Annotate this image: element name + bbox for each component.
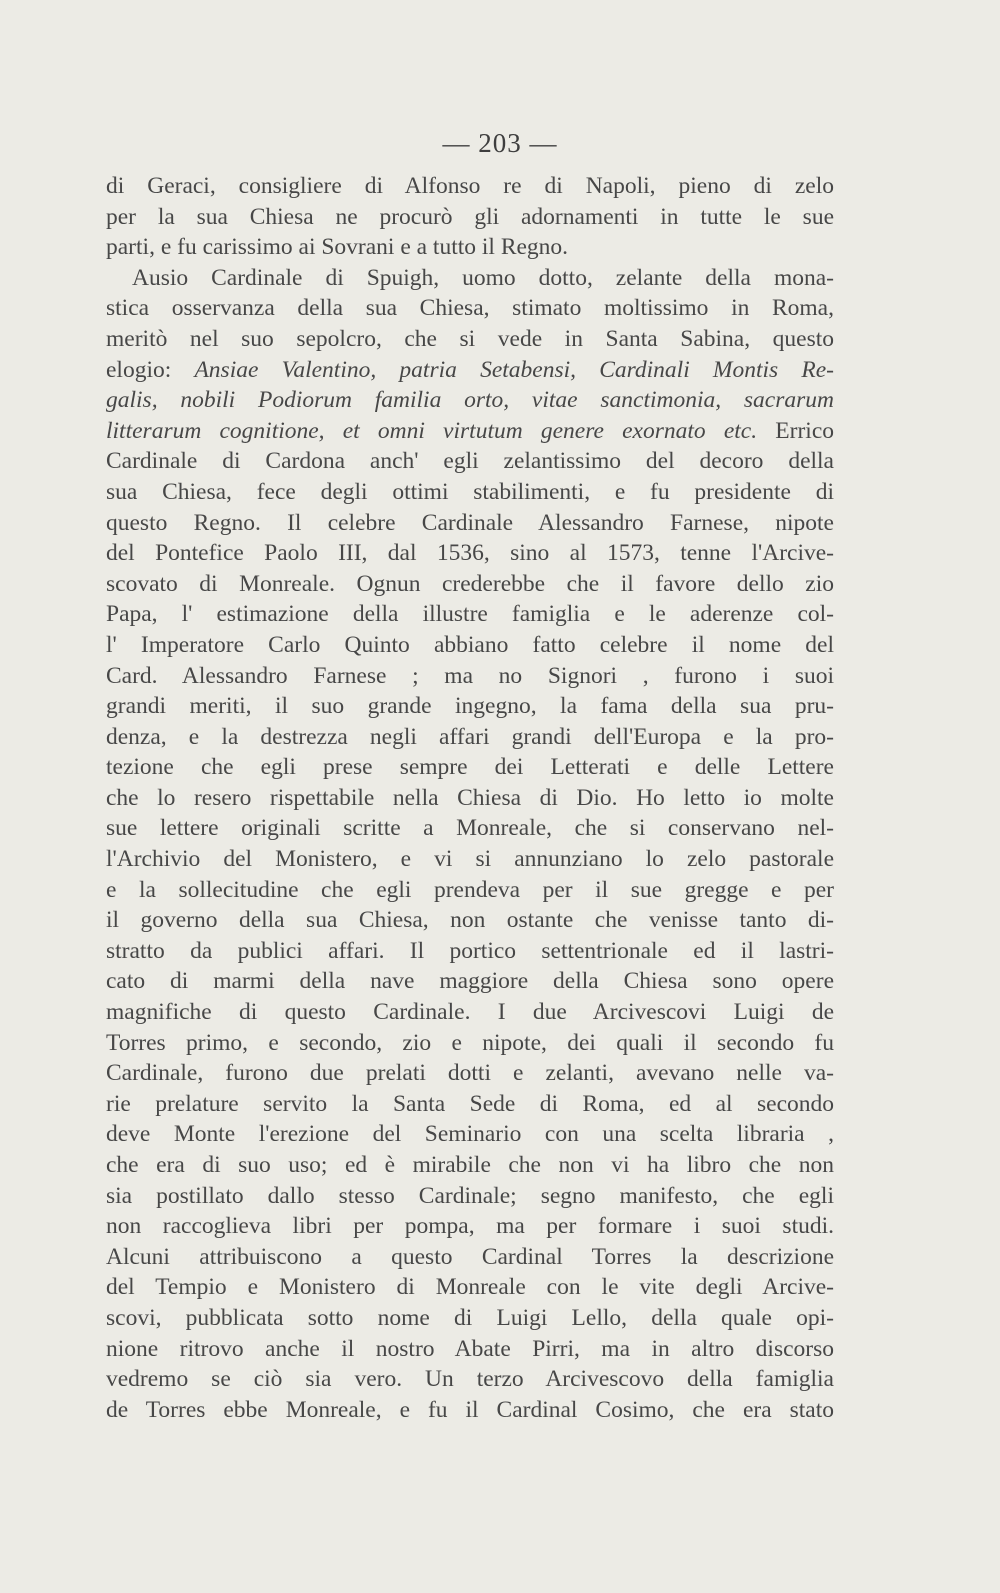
line-text: elogio:	[106, 356, 195, 383]
line-text: Cardinale, furono due prelati dotti e zelanti, avevano nelle va-	[106, 1060, 834, 1087]
text-line	[106, 385, 834, 416]
line-text: che era di suo uso; ed è mirabile che non vi ha libro che non	[106, 1152, 834, 1178]
line-text: stica osservanza della sua Chiesa, stimato moltissimo in Roma,	[106, 295, 834, 322]
line-text: Ausio Cardinale di Spuigh, uomo dotto, zelante della mona-	[132, 264, 834, 291]
text-line	[106, 1272, 834, 1303]
line-text: scovato di Monreale. Ognun crederebbe che il favore dello zio	[106, 570, 834, 597]
text-line	[106, 844, 834, 875]
line-text: Errico	[757, 417, 834, 444]
line-text: meritò nel suo sepolcro, che si vede in Santa Sabina, questo	[106, 325, 834, 352]
line-text: cato di marmi della nave maggiore della Chiesa sono opere	[106, 968, 834, 995]
body-text	[106, 171, 834, 1425]
text-line	[106, 538, 834, 569]
text-line	[106, 355, 834, 386]
line-text: tezione che egli prese sempre dei Letterati e delle Lettere	[106, 754, 834, 781]
text-line	[106, 630, 834, 661]
line-text: rie prelature servito la Santa Sede di Roma, ed al secondo	[106, 1090, 834, 1117]
text-line	[106, 1119, 834, 1150]
text-line	[106, 293, 834, 324]
line-text: de Torres ebbe Monreale, e fu il Cardinal Cosimo, che era stato	[106, 1396, 834, 1423]
latin-epitaph-text: Ansiae Valentino, patria Setabensi, Cardinali Montis Re-	[194, 356, 834, 383]
line-text: sua Chiesa, fece degli ottimi stabilimenti, e fu presidente di	[106, 478, 834, 505]
text-line	[106, 1334, 834, 1365]
text-line	[106, 875, 834, 906]
line-text: del Tempio e Monistero di Monreale con le vite degli Arcive-	[106, 1274, 834, 1301]
text-line	[106, 1150, 834, 1181]
line-text: Card. Alessandro Farnese ; ma no Signori , furono i suoi	[106, 662, 834, 689]
line-text: Papa, l' estimazione della illustre famiglia e le aderenze col-	[106, 601, 834, 628]
text-line	[106, 324, 834, 355]
text-line	[106, 722, 834, 753]
page-number: — 203 —	[442, 128, 558, 158]
line-text: e la sollecitudine che egli prendeva per il sue gregge e per	[106, 876, 834, 903]
line-text: che lo resero rispettabile nella Chiesa di Dio. Ho letto io molte	[106, 784, 834, 811]
text-line	[106, 508, 834, 539]
text-line	[106, 171, 834, 202]
line-text: questo Regno. Il celebre Cardinale Alessandro Farnese, nipote	[106, 509, 834, 536]
line-text: parti, e fu carissimo ai Sovrani e a tutto il Regno.	[106, 234, 569, 261]
line-text: del Pontefice Paolo III, dal 1536, sino al 1573, tenne l'Arcive-	[106, 540, 834, 567]
text-line	[106, 1211, 834, 1242]
text-line	[106, 1181, 834, 1212]
line-text: per la sua Chiesa ne procurò gli adornamenti in tutte le sue	[106, 203, 834, 230]
text-line	[106, 416, 834, 447]
text-line	[106, 477, 834, 508]
line-text: magnifiche di questo Cardinale. I due Arcivescovi Luigi de	[106, 999, 834, 1026]
text-line	[106, 905, 834, 936]
text-line	[106, 752, 834, 783]
text-line	[106, 966, 834, 997]
text-line	[106, 783, 834, 814]
line-text: Alcuni attribuiscono a questo Cardinal Torres la descrizione	[106, 1243, 834, 1270]
text-line	[106, 1364, 834, 1395]
text-line	[106, 1058, 834, 1089]
line-text: Torres primo, e secondo, zio e nipote, dei quali il secondo fu	[106, 1029, 834, 1056]
line-text: stratto da publici affari. Il portico settentrionale ed il lastri-	[106, 937, 834, 964]
text-line	[106, 936, 834, 967]
latin-epitaph-text: galis, nobili Podiorum familia orto, vitae sanctimonia, sacrarum	[106, 387, 834, 414]
text-line	[106, 813, 834, 844]
text-line	[106, 202, 834, 233]
line-text: denza, e la destrezza negli affari grandi dell'Europa e la pro-	[106, 723, 834, 750]
line-text: deve Monte l'erezione del Seminario con una scelta libraria ,	[106, 1121, 834, 1148]
text-line	[106, 1303, 834, 1334]
text-line	[106, 1242, 834, 1273]
text-line	[106, 446, 834, 477]
line-text: vedremo se ciò sia vero. Un terzo Arcivescovo della famiglia	[106, 1366, 834, 1393]
text-line	[106, 1028, 834, 1059]
text-line	[106, 661, 834, 692]
line-text: grandi meriti, il suo grande ingegno, la fama della sua pru-	[106, 693, 834, 720]
line-text: l' Imperatore Carlo Quinto abbiano fatto celebre il nome del	[106, 631, 834, 658]
text-line	[106, 569, 834, 600]
line-text: scovi, pubblicata sotto nome di Luigi Lello, della quale opi-	[106, 1304, 834, 1331]
text-line	[106, 232, 834, 263]
latin-epitaph-text: litterarum cognitione, et omni virtutum genere exornato etc.	[106, 417, 758, 444]
line-text: Cardinale di Cardona anch' egli zelantissimo del decoro della	[106, 448, 834, 475]
line-text: sia postillato dallo stesso Cardinale; segno manifesto, che egli	[106, 1182, 834, 1209]
line-text: l'Archivio del Monistero, e vi si annunziano lo zelo pastorale	[106, 846, 834, 873]
text-line	[106, 997, 834, 1028]
line-text: di Geraci, consigliere di Alfonso re di Napoli, pieno di zelo	[106, 173, 834, 199]
line-text: nione ritrovo anche il nostro Abate Pirri, ma in altro discorso	[106, 1335, 834, 1362]
text-line	[106, 691, 834, 722]
line-text: non raccoglieva libri per pompa, ma per formare i suoi studi.	[106, 1213, 834, 1240]
line-text: il governo della sua Chiesa, non ostante che venisse tanto di-	[106, 907, 834, 934]
text-line	[106, 1395, 834, 1426]
text-line	[106, 599, 834, 630]
text-line	[106, 263, 834, 294]
line-text: sue lettere originali scritte a Monreale, che si conservano nel-	[106, 815, 834, 842]
text-line	[106, 1089, 834, 1120]
